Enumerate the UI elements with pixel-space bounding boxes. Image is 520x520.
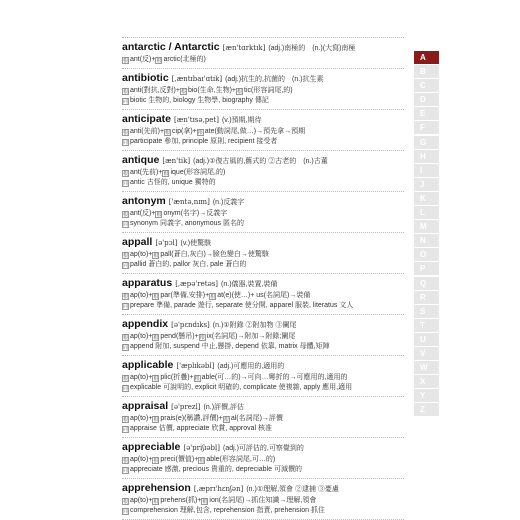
- alphabet-tab-m[interactable]: M: [414, 220, 439, 233]
- etymology-line: [122, 250, 404, 261]
- phonetic: [ə'pɔl]: [155, 238, 178, 247]
- line-text: ap(to)+: [130, 455, 153, 463]
- related-words-line: [122, 424, 404, 435]
- root-marker-icon: 根: [194, 375, 200, 382]
- root-marker-icon: 根: [123, 457, 129, 464]
- definition: (v.)使驚駭: [180, 239, 212, 247]
- root-marker-icon: 根: [153, 334, 159, 341]
- root-marker-icon: 同: [123, 222, 129, 228]
- definition: (adj.)抗生的,抗菌的 (n.)抗生素: [225, 75, 324, 83]
- line-text: anti(對抗,反對)+: [130, 86, 180, 94]
- root-marker-icon: 同: [123, 386, 129, 392]
- headword[interactable]: appendix: [122, 317, 169, 330]
- entry-headline: [122, 439, 404, 455]
- definition: (n.)評價,評估: [203, 403, 244, 411]
- root-marker-icon: 根: [153, 457, 159, 464]
- root-marker-icon: 根: [123, 498, 129, 505]
- root-marker-icon: 根: [156, 211, 162, 218]
- etymology-line: [122, 414, 404, 425]
- headword[interactable]: antarctic / Antarctic: [122, 41, 220, 53]
- alphabet-tab-v[interactable]: V: [414, 347, 439, 360]
- root-marker-icon: 根: [123, 129, 129, 136]
- dictionary-entry: [122, 315, 404, 356]
- entry-headline: [122, 111, 404, 127]
- phonetic: ['æntə,nɪm]: [168, 197, 210, 206]
- headword[interactable]: anticipate: [122, 112, 172, 125]
- alphabet-tab-z[interactable]: Z: [414, 403, 439, 416]
- dictionary-entry: [122, 110, 404, 151]
- definition: (n.)①附錄 ②附加物 ③闌尾: [212, 321, 297, 329]
- line-text: onym(名字)→反義字: [163, 209, 228, 217]
- dictionary-entry: [122, 192, 404, 233]
- etymology-line: [122, 291, 404, 302]
- line-text: ap(to)+: [130, 250, 153, 258]
- alphabet-tab-i[interactable]: I: [414, 164, 439, 177]
- definition: (n.)反義字: [212, 198, 245, 206]
- etymology-line: [122, 168, 404, 179]
- root-marker-icon: 同: [123, 263, 129, 269]
- phonetic: [æn'tɪsə,pet]: [174, 115, 219, 124]
- entry-headline: [122, 39, 404, 55]
- definition: (adj.)①復古風的,舊式的 ②古老的 (n.)古董: [193, 157, 328, 165]
- alphabet-tab-e[interactable]: E: [414, 107, 439, 120]
- alphabet-tab-p[interactable]: P: [414, 262, 439, 275]
- related-words-line: [122, 219, 404, 230]
- related-words-line: [122, 301, 404, 312]
- alphabet-tab-t[interactable]: T: [414, 319, 439, 332]
- line-text: biotic 生物的, biology 生物學, biography 傳記: [130, 97, 269, 104]
- line-text: ap(to)+: [130, 332, 153, 340]
- line-text: ant(反)+: [130, 56, 156, 63]
- etymology-line: [122, 55, 404, 66]
- root-marker-icon: 同: [123, 509, 129, 515]
- definition: (n.)儀器,裝置,裝備: [221, 280, 278, 288]
- root-marker-icon: 同: [123, 468, 129, 474]
- alphabet-tab-o[interactable]: O: [414, 248, 439, 261]
- dictionary-entries: [122, 37, 404, 520]
- line-text: able(可…的)→可向…彎折的→可應用的,適用的: [201, 373, 348, 381]
- line-text: participate 參加, principle 原則, recipient 接受者: [130, 138, 278, 145]
- line-text: able(形容詞尾,可…的): [206, 455, 276, 463]
- entry-headline: [122, 480, 404, 496]
- line-text: plic(折疊)+: [160, 373, 194, 381]
- root-marker-icon: 根: [123, 252, 129, 259]
- root-marker-icon: 同: [123, 345, 129, 351]
- line-text: ap(to)+: [130, 496, 153, 504]
- headword[interactable]: applicable: [122, 358, 174, 371]
- headword[interactable]: appraisal: [122, 399, 169, 412]
- phonetic: [ə'priʃɪəbḷ]: [183, 443, 220, 452]
- phonetic: [ə'pɛndɪks]: [171, 320, 210, 329]
- headword[interactable]: antique: [122, 153, 160, 166]
- related-words-line: [122, 342, 404, 353]
- line-text: anti(先前)+: [130, 127, 165, 135]
- etymology-line: [122, 127, 404, 138]
- headword[interactable]: apparatus: [122, 276, 173, 289]
- line-text: ap(to)+: [130, 414, 153, 422]
- root-marker-icon: 同: [123, 140, 129, 146]
- root-marker-icon: 根: [123, 88, 129, 95]
- root-marker-icon: 同: [123, 181, 129, 187]
- entry-headline: [122, 398, 404, 414]
- dictionary-entry: [122, 356, 404, 397]
- definition: (adj.)南極的 (n.)(大寫)南極: [268, 45, 356, 52]
- line-text: pallid 蒼白的, pallor 灰白, pale 蒼白的: [130, 261, 247, 268]
- dictionary-entry: [122, 479, 404, 520]
- line-text: pend(懸吊)+: [160, 332, 199, 340]
- alphabet-tab-y[interactable]: Y: [414, 389, 439, 402]
- definition: (adj.)可應用的,適用的: [217, 362, 285, 370]
- entry-headline: [122, 70, 404, 86]
- root-marker-icon: 根: [123, 334, 129, 341]
- root-marker-icon: 同: [123, 99, 129, 105]
- line-text: arctic(北極的): [163, 56, 206, 63]
- line-text: ant(先前)+: [130, 168, 163, 176]
- line-text: prepare 準備, parade 遊行, separate 使分開, apparel 服裝, literatus 文人: [130, 302, 354, 309]
- entry-headline: [122, 193, 404, 209]
- line-text: tic(形容詞尾,的): [244, 86, 293, 94]
- line-text: antic 古怪的, unique 獨特的: [130, 179, 216, 186]
- definition: (adj.)可評估的,可察覺到的: [222, 444, 304, 452]
- root-marker-icon: 根: [153, 375, 159, 382]
- entry-headline: [122, 316, 404, 332]
- definition: (v.)預期,期待: [221, 116, 262, 124]
- root-marker-icon: 根: [153, 416, 159, 423]
- root-marker-icon: 根: [199, 457, 205, 464]
- alphabet-tab-n[interactable]: N: [414, 234, 439, 247]
- phonetic: [æn'tik]: [162, 156, 191, 165]
- line-text: al(名詞尾)→評價: [230, 414, 283, 422]
- root-marker-icon: 根: [223, 416, 229, 423]
- root-marker-icon: 根: [163, 170, 169, 177]
- root-marker-icon: 根: [210, 293, 216, 300]
- line-text: ique(形容詞尾,的): [170, 168, 226, 176]
- dictionary-entry: [122, 233, 404, 274]
- line-text: ant(反)+: [130, 209, 156, 217]
- root-marker-icon: 根: [123, 58, 129, 64]
- alphabet-tab-k[interactable]: K: [414, 192, 439, 205]
- line-text: appraise 估價, appreciate 欣賞, approval 核准: [130, 425, 273, 432]
- etymology-line: [122, 86, 404, 97]
- root-marker-icon: 根: [199, 334, 205, 341]
- alphabet-tab-u[interactable]: U: [414, 333, 439, 346]
- phonetic: [,æpə'retəs]: [175, 279, 219, 288]
- line-text: append 附加, suspend 中止,懸掛, depend 依靠, matrix 母體,矩陣: [130, 343, 330, 350]
- line-text: appreciate 感激, precious 貴重的, depreciable 可減價的: [130, 466, 302, 473]
- headword[interactable]: antonym: [122, 194, 166, 207]
- line-text: at(e)(使…)+ us(名詞尾)→裝備: [217, 291, 311, 299]
- root-marker-icon: 根: [165, 129, 171, 136]
- line-text: bio(生命,生物)+: [187, 86, 237, 94]
- root-marker-icon: 根: [202, 498, 208, 505]
- etymology-line: [122, 373, 404, 384]
- line-text: synonym 同義字, anonymous 匿名的: [130, 220, 244, 227]
- line-text: pall(蒼白,灰白)→臉色變白→使驚駭: [160, 250, 269, 258]
- line-text: preci(價值)+: [160, 455, 199, 463]
- line-text: prehens(抓)+: [160, 496, 202, 504]
- related-words-line: [122, 465, 404, 476]
- root-marker-icon: 根: [237, 88, 243, 95]
- related-words-line: [122, 260, 404, 271]
- related-words-line: [122, 96, 404, 107]
- alphabet-tab-d[interactable]: D: [414, 93, 439, 106]
- headword[interactable]: apprehension: [122, 481, 191, 494]
- alphabet-tab-g[interactable]: G: [414, 136, 439, 149]
- phonetic: ['æplɪkəbl]: [176, 361, 215, 370]
- alphabet-index: [414, 51, 439, 417]
- alphabet-tab-s[interactable]: S: [414, 305, 439, 318]
- etymology-line: [122, 209, 404, 220]
- alphabet-tab-a[interactable]: A: [414, 51, 439, 64]
- line-text: ap(to)+: [130, 291, 153, 299]
- entry-headline: [122, 152, 404, 168]
- related-words-line: [122, 383, 404, 394]
- headword[interactable]: appreciable: [122, 440, 181, 453]
- dictionary-entry: [122, 151, 404, 192]
- alphabet-tab-x[interactable]: X: [414, 375, 439, 388]
- entry-headline: [122, 275, 404, 291]
- alphabet-tab-q[interactable]: Q: [414, 277, 439, 290]
- dictionary-entry: [122, 397, 404, 438]
- line-text: comprehension 理解,包含, reprehension 指責, prehension 抓住: [130, 507, 325, 514]
- root-marker-icon: 根: [123, 211, 129, 218]
- definition: (n.)①理解,領會 ②逮捕 ③憂慮: [246, 485, 339, 493]
- etymology-line: [122, 455, 404, 466]
- phonetic: [ə'prezḷ]: [171, 402, 201, 411]
- alphabet-tab-f[interactable]: F: [414, 121, 439, 134]
- root-marker-icon: 根: [123, 170, 129, 177]
- line-text: par(準備,安排)+: [160, 291, 210, 299]
- root-marker-icon: 根: [153, 293, 159, 300]
- root-marker-icon: 根: [153, 498, 159, 505]
- root-marker-icon: 根: [123, 416, 129, 423]
- root-marker-icon: 根: [180, 88, 186, 95]
- dictionary-entry: [122, 69, 404, 110]
- line-text: ate(動詞尾,做…)→預先拿→預期: [204, 127, 306, 135]
- etymology-line: [122, 496, 404, 507]
- root-marker-icon: 同: [123, 427, 129, 433]
- headword[interactable]: appall: [122, 235, 153, 248]
- root-marker-icon: 根: [123, 293, 129, 300]
- alphabet-tab-l[interactable]: L: [414, 206, 439, 219]
- phonetic: [æn'tɑrktɪk]: [222, 44, 266, 52]
- related-words-line: [122, 178, 404, 189]
- dictionary-entry: [122, 438, 404, 479]
- alphabet-tab-c[interactable]: C: [414, 79, 439, 92]
- line-text: ap(to)+: [130, 373, 153, 381]
- entry-headline: [122, 234, 404, 250]
- root-marker-icon: 同: [123, 304, 129, 310]
- line-text: explicable 可說明的, explicit 明確的, complicate 使複雜, apply 應用,適用: [130, 384, 353, 391]
- line-text: cip(拿)+: [172, 127, 197, 135]
- etymology-line: [122, 332, 404, 343]
- alphabet-tab-b[interactable]: B: [414, 65, 439, 78]
- line-text: prais(e)(稱讚,評價)+: [160, 414, 223, 422]
- alphabet-tab-w[interactable]: W: [414, 361, 439, 374]
- root-marker-icon: 根: [156, 58, 162, 64]
- dictionary-entry: [122, 37, 404, 69]
- alphabet-tab-h[interactable]: H: [414, 150, 439, 163]
- related-words-line: [122, 506, 404, 517]
- root-marker-icon: 根: [153, 252, 159, 259]
- alphabet-tab-j[interactable]: J: [414, 178, 439, 191]
- phonetic: [,æprɪ'hɛnʃən]: [193, 484, 244, 493]
- line-text: ion(名詞尾)→抓住知識→理解,領會: [209, 496, 317, 504]
- root-marker-icon: 根: [197, 129, 203, 136]
- headword[interactable]: antibiotic: [122, 71, 169, 84]
- entry-headline: [122, 357, 404, 373]
- line-text: ix(名詞尾)→附加→附錄;闌尾: [206, 332, 296, 340]
- alphabet-tab-r[interactable]: R: [414, 291, 439, 304]
- related-words-line: [122, 137, 404, 148]
- dictionary-entry: [122, 274, 404, 315]
- root-marker-icon: 根: [123, 375, 129, 382]
- phonetic: [,æntɪbaɪ'ɑtɪk]: [171, 74, 223, 83]
